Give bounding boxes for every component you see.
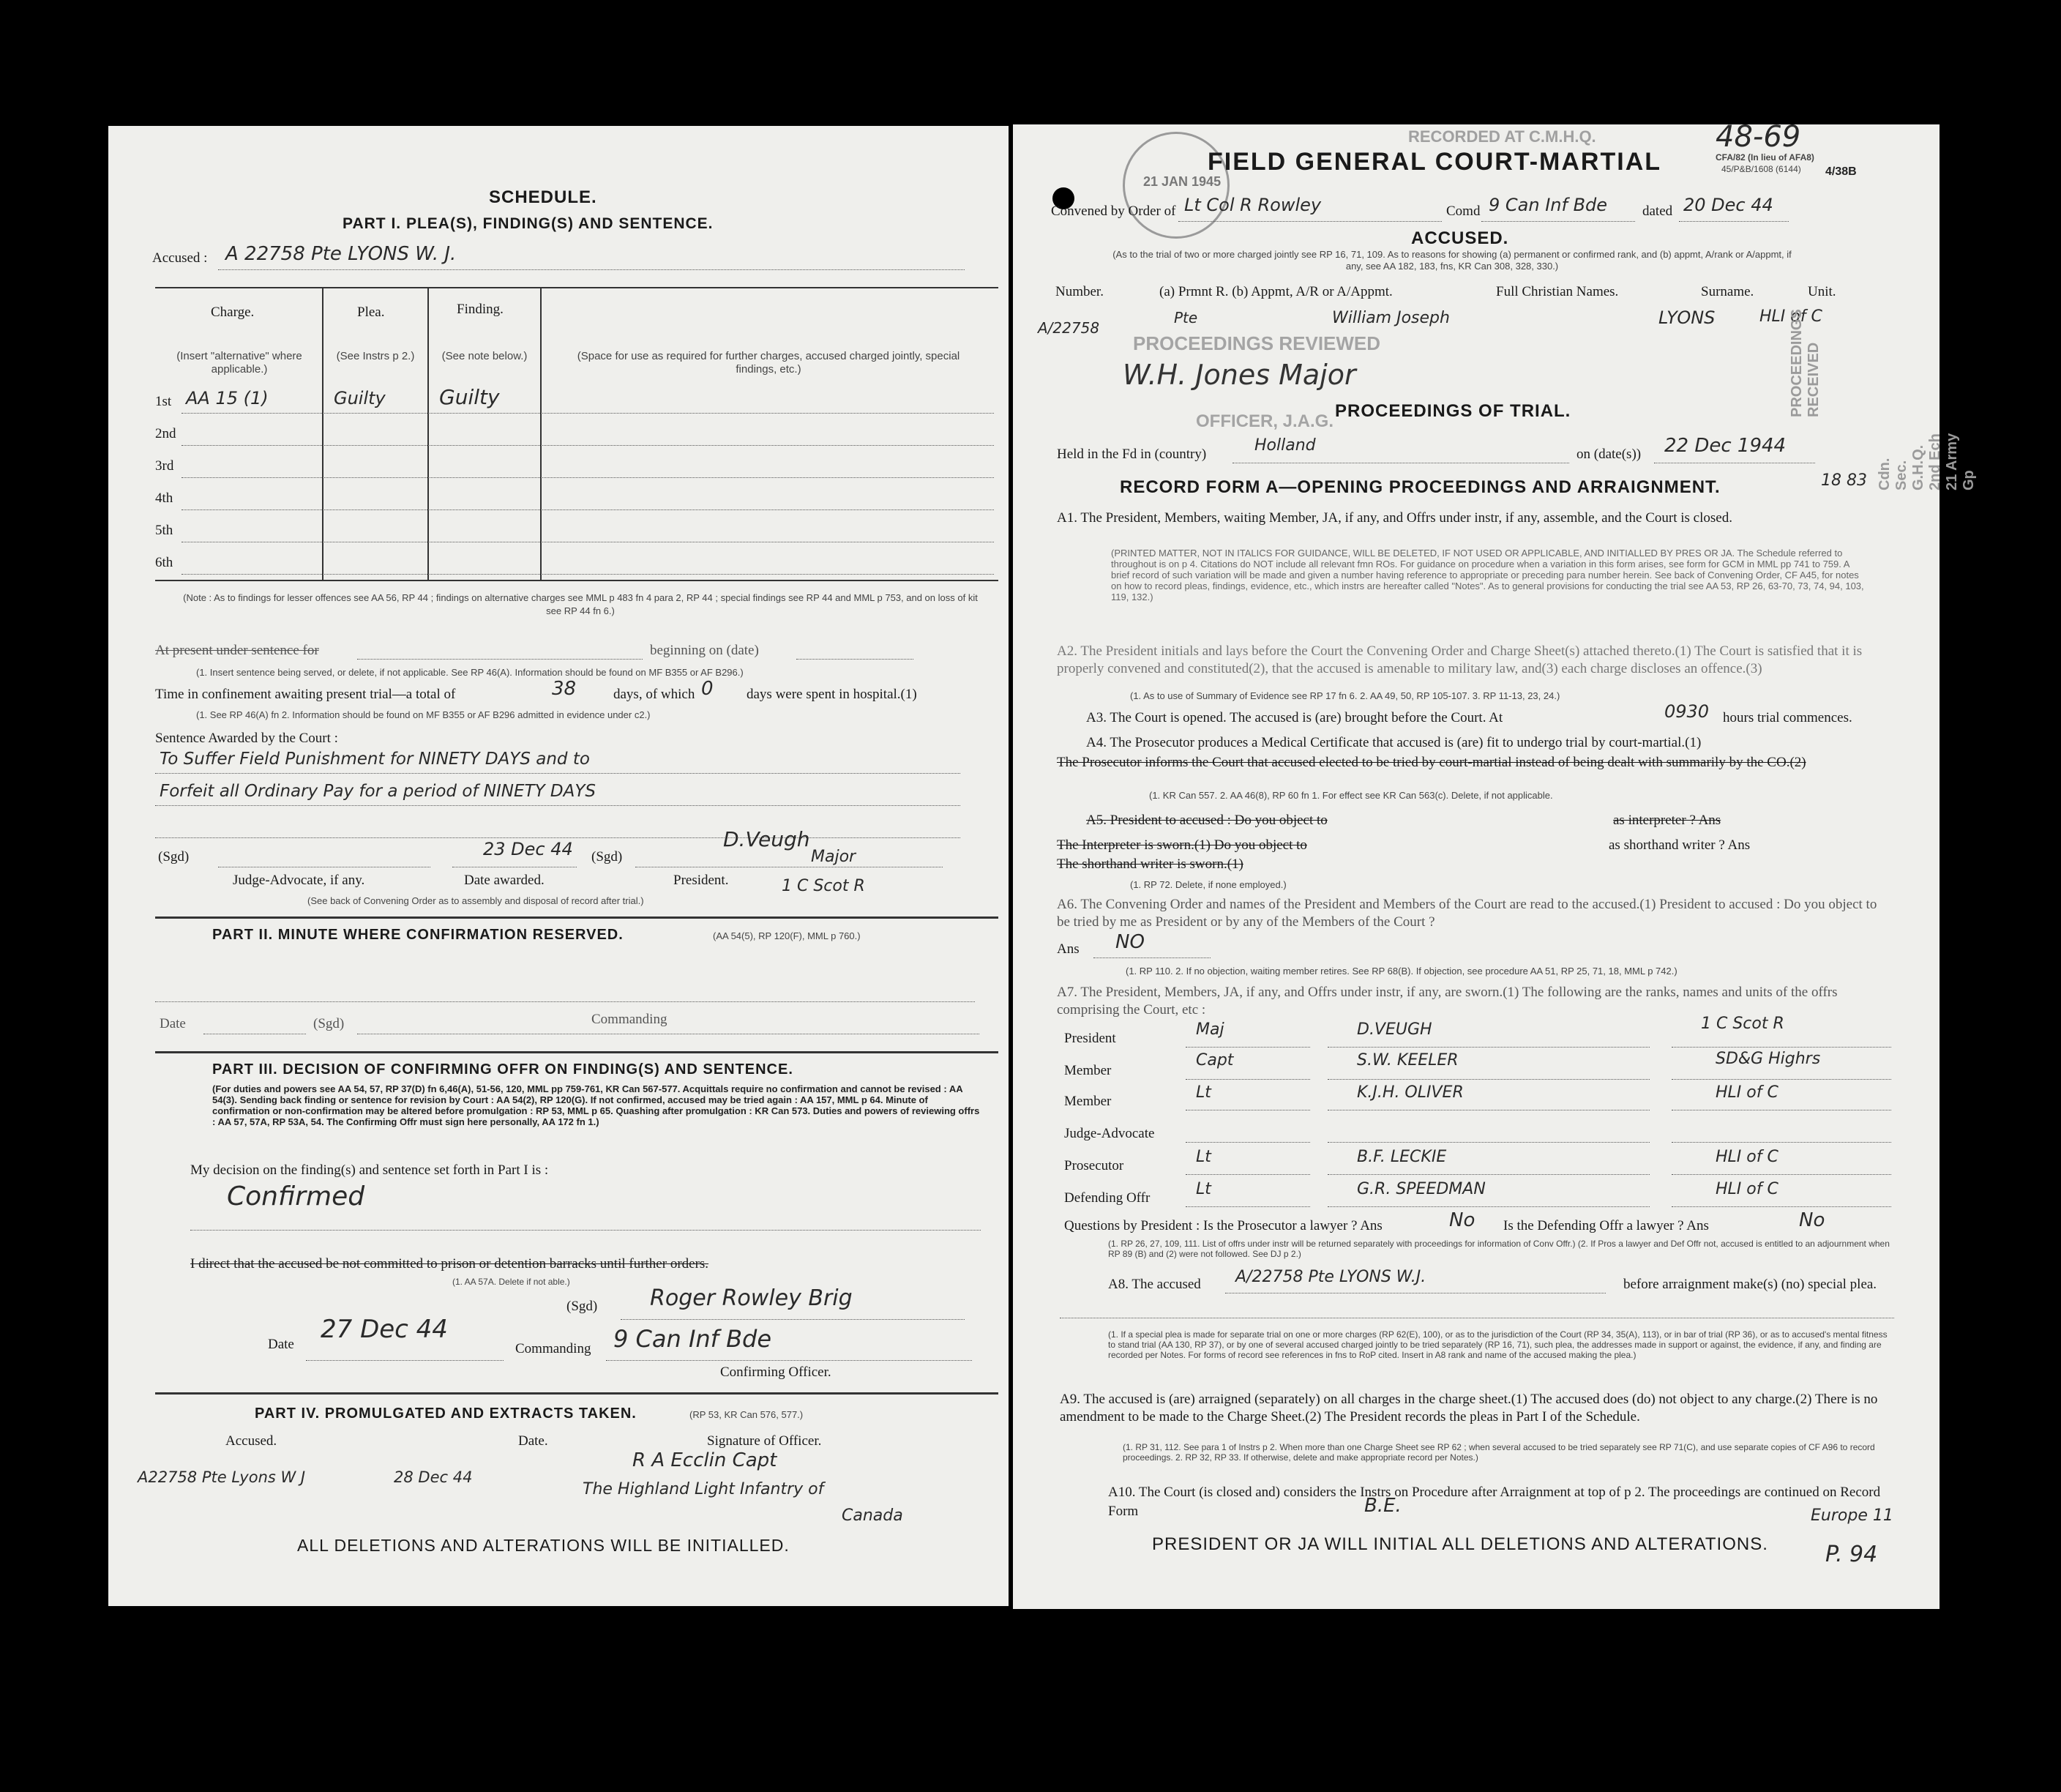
confirm-sgd: (Sgd): [566, 1299, 598, 1314]
decision-label: My decision on the finding(s) and sentence set forth in Part I is :: [190, 1162, 549, 1178]
accused-unit: HLI of C: [1759, 307, 1822, 326]
accused-rank: Pte: [1174, 309, 1198, 326]
a5-shorthand: as shorthand writer ? Ans: [1609, 837, 1751, 853]
confirming-signature: Roger Rowley Brig: [650, 1285, 853, 1311]
table-note: (Note : As to findings for lesser offences see AA 56, RP 44 ; findings on alternative charges see MML p 483 fn 4 para 2, RP 44 ; special findings see RP 44 and MML p 753, and on loss of kit see RP 44 fn 6.): [183, 592, 978, 616]
member-rank: Maj: [1196, 1020, 1224, 1039]
president-label: President.: [673, 873, 729, 888]
confinement-text: Time in confinement awaiting present trial—a total of: [155, 687, 456, 702]
comd-value: 9 Can Inf Bde: [1489, 195, 1608, 215]
role-label: President: [1064, 1031, 1116, 1046]
confirm-date-label: Date: [268, 1337, 294, 1352]
finding-subheader: (See note below.): [441, 350, 528, 362]
comd-label: Comd: [1446, 204, 1481, 219]
confinement-end: days were spent in hospital.(1): [747, 687, 917, 702]
member-name: G.R. SPEEDMAN: [1357, 1180, 1486, 1198]
part4-col-date: Date.: [518, 1433, 548, 1449]
direct-text: I direct that the accused be not committed to prison or detention barracks until further orders.: [190, 1256, 709, 1272]
member-rank: Capt: [1196, 1051, 1234, 1069]
sgd-label: (Sgd): [158, 849, 190, 865]
a5-interpreter-sworn: The Interpreter is sworn.(1) Do you object to: [1057, 837, 1307, 853]
held-label: Held in the Fd in (country): [1057, 447, 1207, 462]
part4-signature-unit2: Canada: [842, 1507, 903, 1525]
questions-note: (1. RP 26, 27, 109, 111. List of offrs under instr will be returned separately with proceedings for information of Conv Offr.) (2. If Pros a lawyer and Def Offr not, accused is entitled to an adjournment when RP 89 (B) and (2) were not followed. See DJ p 2.): [1108, 1239, 1890, 1259]
a9-text: A9. The accused is (are) arraigned (separately) on all charges in the charge sheet.(1) The accused does (do) not object to any charge.(2) There is no amendment to be made to the Charge Sheet.(2) The President records the pleas in Part I of the Schedule.: [1060, 1392, 1878, 1425]
member-rank: Lt: [1196, 1083, 1211, 1102]
member-name: K.J.H. OLIVER: [1357, 1083, 1464, 1102]
col-number: Number.: [1055, 284, 1104, 299]
col-charge: Charge.: [211, 305, 255, 320]
col-unit: Unit.: [1808, 284, 1836, 299]
decision-value: Confirmed: [227, 1181, 365, 1212]
part2-ref: (AA 54(5), RP 120(F), MML p 760.): [713, 930, 861, 941]
row-number: 5th: [155, 523, 173, 538]
question-answer-1: No: [1449, 1209, 1475, 1231]
space-note: (Space for use as required for further charges, accused charged jointly, special findings, etc.): [577, 350, 960, 376]
beginning-on-label: beginning on (date): [650, 643, 759, 658]
charge-cell: AA 15 (1): [186, 388, 269, 408]
part4-col-accused: Accused.: [225, 1433, 277, 1449]
part2-title: PART II. MINUTE WHERE CONFIRMATION RESERVED.: [212, 927, 624, 943]
col-surname: Surname.: [1701, 284, 1754, 299]
a5-note: (1. RP 72. Delete, if none employed.): [1130, 879, 1287, 890]
convened-label: Convened by Order of: [1051, 204, 1176, 219]
a4-text: A4. The Prosecutor produces a Medical Certificate that accused is (are) fit to undergo trial by court-martial.(1): [1086, 735, 1702, 750]
schedule-title: SCHEDULE.: [489, 187, 597, 207]
member-rank: Lt: [1196, 1180, 1211, 1198]
proceedings-title: PROCEEDINGS OF TRIAL.: [1335, 401, 1571, 421]
form-ref: CFA/82 (In lieu of AFA8): [1716, 152, 1814, 163]
member-rank: Lt: [1196, 1148, 1211, 1166]
stamp-date: 21 JAN 1945: [1143, 174, 1222, 189]
date-awarded: 23 Dec 44: [483, 839, 573, 859]
col-plea: Plea.: [357, 305, 385, 320]
confinement-note: (1. See RP 46(A) fn 2. Information should be found on MF B355 or AF B296 admitted in evidence under c2.): [196, 709, 651, 720]
member-unit: HLI of C: [1716, 1083, 1778, 1102]
confirming-officer-label: Confirming Officer.: [720, 1364, 831, 1380]
form-ref-2: 45/P&B/1608 (6144): [1721, 164, 1801, 174]
plea-cell: Guilty: [334, 388, 386, 408]
a10-form: B.E.: [1364, 1495, 1402, 1517]
part3-title: PART III. DECISION OF CONFIRMING OFFR ON FINDING(S) AND SENTENCE.: [212, 1061, 793, 1078]
member-name: B.F. LECKIE: [1357, 1148, 1447, 1166]
page-marker: 18 83: [1821, 471, 1867, 490]
a5-text: A5. President to accused : Do you object to: [1086, 813, 1328, 828]
right-footer: PRESIDENT OR JA WILL INITIAL ALL DELETIONS AND ALTERATIONS.: [1152, 1534, 1768, 1554]
a3-text: A3. The Court is opened. The accused is (are) brought before the Court. At: [1086, 710, 1503, 725]
part2-date-label: Date: [160, 1016, 186, 1031]
a4-note: (1. KR Can 557. 2. AA 46(8), RP 60 fn 1. For effect see KR Can 563(c). Delete, if not applicable.: [1149, 790, 1553, 801]
accused-value: A 22758 Pte LYONS W. J.: [225, 243, 457, 265]
president-rank: Major: [811, 848, 856, 866]
question-answer-2: No: [1799, 1209, 1825, 1231]
part4-col-signature: Signature of Officer.: [707, 1433, 822, 1449]
confinement-mid: days, of which: [613, 687, 695, 702]
member-unit: SD&G Highrs: [1716, 1050, 1821, 1068]
a2-text: A2. The President initials and lays before the Court the Convening Order and Charge Sheet(s) attached thereto.(1) The Court is satisfied that it is properly convened and constituted(2), that the accused is amenable to military law, and(3) each charge discloses an offence.(3): [1057, 643, 1863, 676]
top-number: 48-69: [1716, 120, 1801, 154]
part2-sgd-label: (Sgd): [313, 1016, 345, 1031]
col-finding: Finding.: [457, 302, 504, 317]
page-number: P. 94: [1825, 1542, 1878, 1567]
role-label: Defending Offr: [1064, 1190, 1151, 1206]
sentence-line1: To Suffer Field Punishment for NINETY DAYS and to: [160, 750, 590, 769]
role-label: Judge-Advocate: [1064, 1126, 1155, 1141]
accused-note: (As to the trial of two or more charged jointly see RP 16, 71, 109. As to reasons for showing (a) permanent or confirmed rank, and (b) appmt, A/rank or A/appmt, if any, see AA 182, 183, fns, KR Can 308, 328, 330.): [1112, 249, 1792, 272]
part4-accused: A22758 Pte Lyons W J: [138, 1468, 306, 1486]
present-sentence-label: At present under sentence for: [155, 643, 319, 658]
a8-text: A8. The accused: [1108, 1277, 1201, 1292]
col-rank: (a) Prmnt R. (b) Appmt, A/R or A/Appmt.: [1159, 284, 1393, 299]
a3-end: hours trial commences.: [1723, 710, 1852, 725]
accused-names: William Joseph: [1332, 309, 1450, 327]
member-unit: HLI of C: [1716, 1180, 1778, 1198]
part3-note: (For duties and powers see AA 54, 57, RP 37(D) fn 6,46(A), 51-56, 120, MML pp 759-761, KR Can 567-577. Acquittals require no confirmation and cannot be revised : AA 54(3). Sending back finding or sentence for revision by Court : AA 54(2), RP 120(G). If not confirmed, accused may be tried again : AA 157, MML p 64. Minute of confirmation or non-confirmation may be altered before promulgation : RP 53, MML p 65. Quashing after promulgation : KR Can 573. Duties and powers of reviewing offrs : AA 57, 57A, RP 53A, 54. The Confirming Offr must sign here personally, AA 172 fn 1.): [212, 1083, 980, 1127]
confirm-date: 27 Dec 44: [321, 1315, 448, 1344]
a9-note: (1. RP 31, 112. See para 1 of Instrs p 2. When more than one Charge Sheet see RP 62 ; when several accused to be tried separately see RP 71(C), and use separate copies of CF A96 to record proceedings. 2. RP 32, RP 33. If otherwise, delete and make appropriate record per Notes.): [1123, 1442, 1875, 1463]
finding-cell: Guilty: [439, 385, 500, 409]
confirm-commanding-label: Commanding: [515, 1341, 591, 1356]
direct-ref: (1. AA 57A. Delete if not able.): [452, 1277, 570, 1287]
member-name: D.VEUGH: [1357, 1020, 1432, 1039]
sentence-line2: Forfeit all Ordinary Pay for a period of NINETY DAYS: [160, 782, 596, 801]
sgd-label-2: (Sgd): [591, 849, 623, 865]
charge-subheader: (Insert "alternative" where applicable.): [176, 350, 302, 376]
president-unit: 1 C Scot R: [782, 877, 865, 895]
questions-text: Questions by President : Is the Prosecutor a lawyer ? Ans: [1064, 1218, 1383, 1233]
review-signature: W.H. Jones Major: [1123, 359, 1356, 391]
member-unit: 1 C Scot R: [1701, 1015, 1784, 1033]
a1-text: A1. The President, Members, waiting Member, JA, if any, and Offrs under instr, if any, assemble, and the Court is closed.: [1057, 510, 1732, 526]
date-awarded-label: Date awarded.: [464, 873, 545, 888]
role-label: Member: [1064, 1094, 1112, 1109]
printed-matter-note: (PRINTED MATTER, NOT IN ITALICS FOR GUIDANCE, WILL BE DELETED, IF NOT USED OR APPLICABLE, AND INITIALLED BY PRES OR JA. The Schedule referred to throughout is on p 4. Citations do NOT include all relevant fmn ROs. For guidance on procedure when a variation in this form arises, see form for GCM in MML pp 741 to 759. A brief record of such variation will be made and given a number having reference to appropriate or preceding para number herein. See back of Convening Order, CF A45, for notes on how to record pleas, findings, evidence, etc., which instrs are hereafter called "Notes". As to general provisions for conducting the trial see AA 53, RP 26, 63-70, 73, 74, 94, 103, 119, 132.): [1111, 548, 1864, 602]
role-label: Prosecutor: [1064, 1158, 1124, 1173]
dated-value: 20 Dec 44: [1683, 195, 1773, 215]
member-name: S.W. KEELER: [1357, 1051, 1459, 1069]
a8-end: before arraignment make(s) (no) special plea.: [1623, 1277, 1877, 1292]
a8-value: A/22758 Pte LYONS W.J.: [1235, 1268, 1426, 1286]
a2-note: (1. As to use of Summary of Evidence see RP 17 fn 6. 2. AA 49, 50, RP 105-107. 3. RP 11-13, 23, 24.): [1130, 690, 1560, 701]
a6-answer: NO: [1115, 931, 1145, 953]
ja-label: Judge-Advocate, if any.: [233, 873, 365, 888]
row-number: 4th: [155, 490, 173, 506]
present-sentence-note: (1. Insert sentence being served, or delete, if not applicable. See RP 46(A). Information should be found on MF B355 or AF B296.): [196, 667, 744, 678]
a6-note: (1. RP 110. 2. If no objection, waiting member retires. See RP 68(B). If objection, see procedure AA 51, RP 25, 71, 18, MML p 742.): [1126, 966, 1677, 977]
a5-shorthand-sworn: The shorthand writer is sworn.(1): [1057, 856, 1243, 872]
stamp-recorded: RECORDED AT C.M.H.Q.: [1408, 127, 1596, 146]
left-footer: ALL DELETIONS AND ALTERATIONS WILL BE INITIALLED.: [297, 1536, 790, 1555]
part4-ref: (RP 53, KR Can 576, 577.): [689, 1409, 804, 1420]
schedule-page: [108, 126, 1009, 1606]
on-date-label: on (date(s)): [1576, 447, 1642, 462]
part4-title: PART IV. PROMULGATED AND EXTRACTS TAKEN.: [255, 1405, 637, 1422]
a7-text: A7. The President, Members, JA, if any, and Offrs under instr, if any, are sworn.(1) The following are the ranks, names and units of the offrs comprising the Court, etc :: [1057, 985, 1838, 1018]
a6-ans-label: Ans: [1057, 941, 1080, 957]
hospital-days: 0: [701, 678, 714, 700]
member-unit: HLI of C: [1716, 1148, 1778, 1166]
held-date: 22 Dec 1944: [1664, 435, 1787, 457]
side-stamp: PROCEEDINGS RECEIVED: [1789, 309, 1822, 417]
row-number: 2nd: [155, 426, 176, 441]
confinement-days: 38: [552, 678, 577, 700]
a4-struck-text: The Prosecutor informs the Court that accused elected to be tried by court-martial instead of being dealt with summarily by the CO.(2): [1057, 755, 1806, 770]
row-number: 6th: [155, 555, 173, 570]
part1-title: PART I. PLEA(S), FINDING(S) AND SENTENCE.: [343, 215, 714, 232]
accused-surname: LYONS: [1658, 307, 1716, 328]
form-title: FIELD GENERAL COURT-MARTIAL: [1208, 148, 1662, 176]
convening-note: (See back of Convening Order as to assembly and disposal of record after trial.): [307, 895, 644, 906]
accused-label: Accused :: [152, 250, 208, 266]
a10-text: A10. The Court (is closed and) considers the Instrs on Procedure after Arraignment at top of p 2. The proceedings are continued on Record Form: [1108, 1485, 1881, 1519]
president-signature: D.Veugh: [723, 827, 810, 851]
margin-note: Europe 11: [1811, 1507, 1893, 1525]
convened-by: Lt Col R Rowley: [1184, 195, 1322, 215]
row-number: 3rd: [155, 458, 174, 474]
stamp-officer: OFFICER, J.A.G.: [1196, 411, 1334, 431]
col-christian-names: Full Christian Names.: [1496, 284, 1619, 299]
record-form-title: RECORD FORM A—OPENING PROCEEDINGS AND ARRAIGNMENT.: [1120, 477, 1721, 497]
part4-signature-unit: The Highland Light Infantry of: [583, 1480, 824, 1498]
part4-signature: R A Ecclin Capt: [632, 1449, 777, 1471]
proceedings-page: [1013, 120, 1977, 1609]
role-label: Member: [1064, 1063, 1112, 1078]
confirm-command: 9 Can Inf Bde: [613, 1325, 772, 1353]
accused-title: ACCUSED.: [1411, 228, 1509, 248]
form-code: 4/38B: [1825, 165, 1857, 178]
a3-time: 0930: [1664, 701, 1710, 722]
dated-label: dated: [1642, 204, 1673, 219]
accused-number: A/22758: [1038, 319, 1100, 337]
questions-text-2: Is the Defending Offr a lawyer ? Ans: [1503, 1218, 1709, 1233]
part4-date: 28 Dec 44: [394, 1468, 473, 1486]
held-country: Holland: [1254, 436, 1316, 455]
stamp-reviewed: PROCEEDINGS REVIEWED: [1133, 332, 1381, 354]
a5-interpreter: as interpreter ? Ans: [1613, 813, 1721, 828]
part2-commanding-label: Commanding: [591, 1012, 667, 1027]
sentence-label: Sentence Awarded by the Court :: [155, 731, 338, 746]
plea-subheader: (See Instrs p 2.): [336, 350, 415, 362]
a6-text: A6. The Convening Order and names of the President and Members of the Court are read to the accused.(1) President to accused : Do you object to be tried by me as President or by any of the Members of the Court ?: [1057, 897, 1877, 930]
side-stamp-2: Cdn. Sec. G.H.Q. 2nd Ech 21 Army Gp: [1877, 433, 1977, 490]
row-number: 1st: [155, 394, 172, 409]
a8-note: (1. If a special plea is made for separate trial on one or more charges (RP 62(E), 100), or as to the jurisdiction of the Court (RP 34, 35(A), 113), or in bar of trial (RP 36), or as to accused's mental fitness to stand trial (AA 130, RP 37), or by one of several accused charged jointly to be tried separately (RP 16, 71), such plea, the addresses made in support or against, the evidence, if any, and finding are recorded per Notes. For forms of record see references in fns to RoP cited. Insert in A8 rank and name of the accused making the plea.): [1108, 1329, 1888, 1360]
